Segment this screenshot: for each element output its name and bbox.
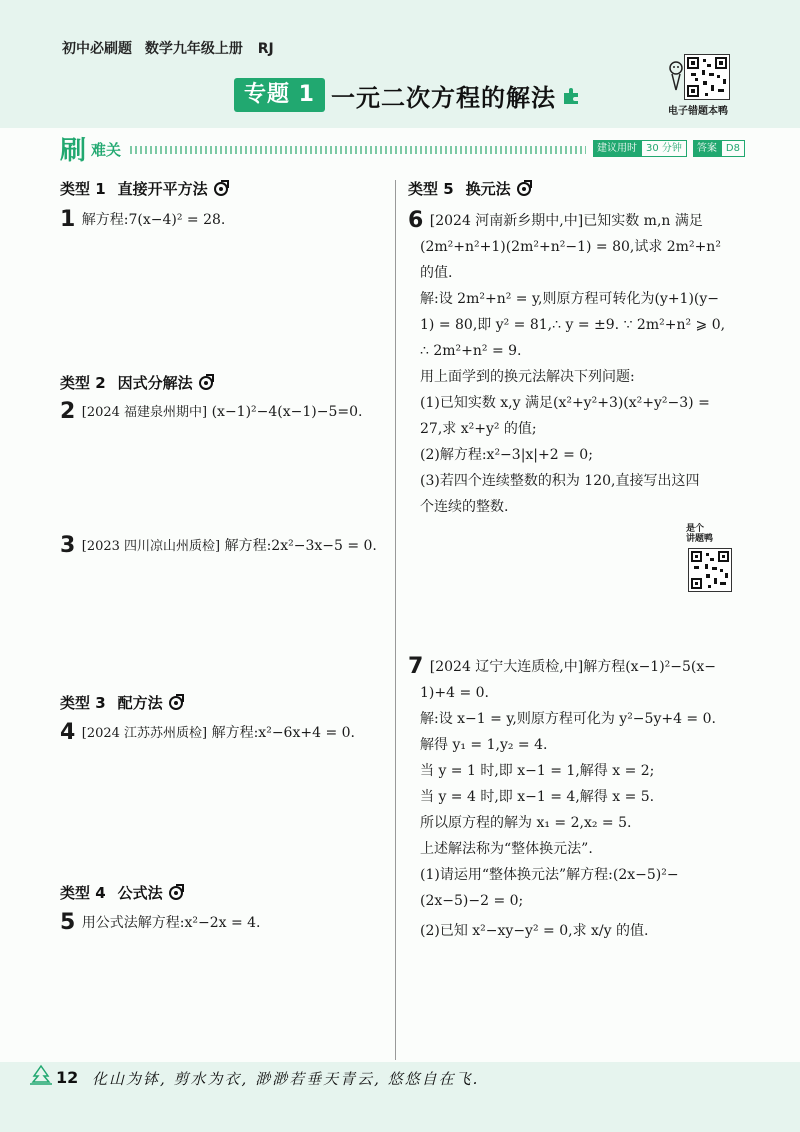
section-tag: 类型 2 xyxy=(60,374,106,392)
section-name: 直接开平方法 xyxy=(117,180,208,198)
brush-label: 刷 xyxy=(60,136,87,166)
target-icon xyxy=(199,376,213,390)
problem-1 xyxy=(60,208,225,232)
problem-line: 解:设 2m²+n² = y,则原方程可转化为(y+1)(y− xyxy=(420,291,720,307)
problem-3 xyxy=(60,534,377,559)
problem-number: 6 xyxy=(408,208,424,233)
section-tag: 类型 5 xyxy=(408,180,454,198)
problem-line: 所以原方程的解为 x₁ = 2,x₂ = 5. xyxy=(420,815,632,831)
section-heading xyxy=(60,882,183,903)
problem-text: 用公式法解方程:x²−2x = 4. xyxy=(81,915,261,931)
tree-icon xyxy=(30,1064,52,1090)
problem-7 xyxy=(408,655,716,679)
section-name: 配方法 xyxy=(117,694,163,712)
problem-line: 的值. xyxy=(420,265,453,281)
qr-code-icon[interactable] xyxy=(684,54,730,100)
problem-line: [2024 河南新乡期中,中]已知实数 m,n 满足 xyxy=(429,213,703,229)
edition-tag: RJ xyxy=(257,41,274,57)
problem-line: 当 y = 1 时,即 x−1 = 1,解得 x = 2; xyxy=(420,763,655,779)
problem-line: 1) = 80,即 y² = 81,∴ y = ±9. ∵ 2m²+n² ⩾ 0, xyxy=(420,317,726,333)
problem-line: (2x−5)−2 = 0; xyxy=(420,893,524,909)
target-icon xyxy=(169,696,183,710)
lecture-label xyxy=(686,524,713,544)
problem-line: (2m²+n²+1)(2m²+n²−1) = 80,试求 2m²+n² xyxy=(420,239,721,255)
answer-label: 答案 xyxy=(693,140,721,157)
puzzle-icon xyxy=(562,85,582,105)
qr-code-icon[interactable] xyxy=(688,548,732,592)
hatch-divider xyxy=(130,146,586,154)
problem-number: 1 xyxy=(60,207,76,232)
problem-text: (x−1)²−4(x−1)−5=0. xyxy=(211,404,363,420)
section-tag: 类型 4 xyxy=(60,884,106,902)
section-heading xyxy=(60,372,213,393)
book-name: 初中必刷题 xyxy=(62,41,132,57)
problem-number: 7 xyxy=(408,654,424,679)
problem-line: ∴ 2m²+n² = 9. xyxy=(420,343,522,359)
problem-6 xyxy=(408,209,703,233)
problem-line: 27,求 x²+y² 的值; xyxy=(420,421,537,437)
problem-number: 4 xyxy=(60,720,76,745)
problem-line: (2)已知 x²−xy−y² = 0,求 x/y 的值. xyxy=(420,923,649,939)
running-header xyxy=(62,38,282,58)
problem-line: 用上面学到的换元法解决下列问题: xyxy=(420,369,635,385)
column-divider xyxy=(395,180,396,1060)
level-label: 难关 xyxy=(91,141,122,159)
problem-source: [2024 江苏苏州质检] xyxy=(81,726,208,741)
footer-page xyxy=(30,1064,78,1090)
problem-2 xyxy=(60,400,362,425)
section-heading xyxy=(408,178,531,199)
section-name: 换元法 xyxy=(465,180,511,198)
problem-line: 1)+4 = 0. xyxy=(420,685,489,701)
problem-line: (1)请运用“整体换元法”解方程:(2x−5)²− xyxy=(420,867,679,883)
section-heading xyxy=(60,178,228,199)
problem-line: [2024 辽宁大连质检,中]解方程(x−1)²−5(x− xyxy=(429,659,717,675)
subject-name: 数学九年级上册 xyxy=(144,41,243,57)
page-number: 12 xyxy=(56,1067,79,1087)
problem-line: (3)若四个连续整数的积为 120,直接写出这四 xyxy=(420,473,700,489)
problem-number: 2 xyxy=(60,399,76,424)
problem-source: [2023 四川凉山州质检] xyxy=(81,539,221,554)
section-tag: 类型 1 xyxy=(60,180,106,198)
lecture-label-line: 讲题鸭 xyxy=(686,534,714,544)
problem-number: 3 xyxy=(60,533,76,558)
topic-badge: 专题 1 xyxy=(234,78,325,112)
time-answer-box xyxy=(593,140,745,157)
topic-text: 一元二次方程的解法 xyxy=(330,82,556,112)
section-name: 公式法 xyxy=(117,884,163,902)
target-icon xyxy=(517,182,531,196)
mascot-icon xyxy=(668,60,684,94)
topic-title xyxy=(234,78,582,112)
time-label: 建议用时 xyxy=(593,140,641,157)
footer-motto: 化山为钵, 剪水为衣, 渺渺若垂天青云, 悠悠自在飞. xyxy=(92,1070,480,1088)
answer-page: D8 xyxy=(721,140,745,157)
problem-line: (2)解方程:x²−3|x|+2 = 0; xyxy=(420,447,593,463)
qr-code-label: 电子错题本鸭 xyxy=(668,106,728,117)
section-heading xyxy=(60,692,183,713)
problem-text: 解方程:2x²−3x−5 = 0. xyxy=(224,538,377,554)
section-name: 因式分解法 xyxy=(117,374,193,392)
problem-line: 解得 y₁ = 1,y₂ = 4. xyxy=(420,737,548,753)
problem-line: 个连续的整数. xyxy=(420,499,509,515)
section-tag: 类型 3 xyxy=(60,694,106,712)
problem-line: 解:设 x−1 = y,则原方程可化为 y²−5y+4 = 0. xyxy=(420,711,716,727)
time-value: 30 分钟 xyxy=(641,140,687,157)
problem-text: 解方程:x²−6x+4 = 0. xyxy=(211,725,355,741)
problem-source: [2024 福建泉州期中] xyxy=(81,405,208,420)
problem-line: 上述解法称为“整体换元法”. xyxy=(420,841,593,857)
target-icon xyxy=(214,182,228,196)
problem-4 xyxy=(60,721,355,746)
problem-number: 5 xyxy=(60,910,76,935)
target-icon xyxy=(169,886,183,900)
problem-text: 解方程:7(x−4)² = 28. xyxy=(81,212,226,228)
problem-line: (1)已知实数 x,y 满足(x²+y²+3)(x²+y²−3) = xyxy=(420,395,710,411)
problem-5 xyxy=(60,911,261,935)
lecture-label-line: 是个 xyxy=(686,524,705,534)
problem-line: 当 y = 4 时,即 x−1 = 4,解得 x = 5. xyxy=(420,789,655,805)
